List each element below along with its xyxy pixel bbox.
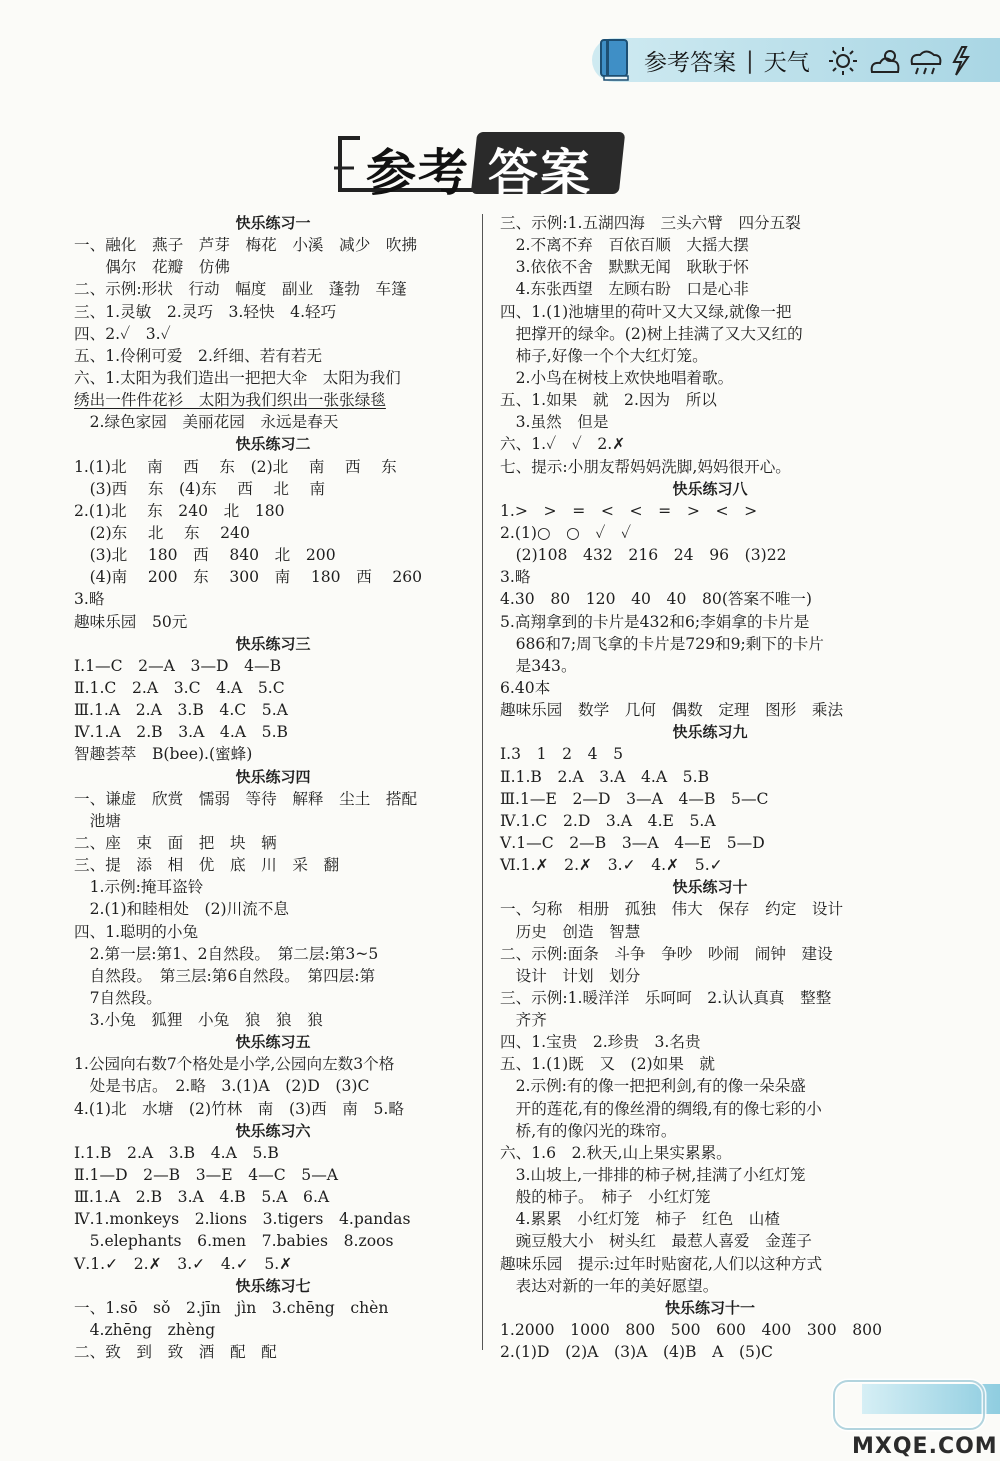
- answer-line: 三、示例:1.五湖四海 三头六臂 四分五裂: [500, 214, 801, 232]
- answer-line: 3.略: [74, 590, 105, 609]
- section-heading: 快乐练习十: [672, 878, 748, 897]
- watermark-logo: [830, 1375, 990, 1435]
- answer-line: 三、示例:1.暖洋洋 乐呵呵 2.认认真真 整整: [500, 988, 832, 1007]
- answer-line: Ⅱ.1.C 2.A 3.C 4.A 5.C: [74, 678, 285, 697]
- title-part2: 答案: [488, 144, 592, 202]
- title-part1: 参考: [366, 144, 470, 202]
- answer-line: Ⅳ.1.monkeys 2.lions 3.tigers 4.pandas: [74, 1210, 411, 1229]
- answer-line: 齐齐: [500, 1011, 547, 1030]
- answer-line: 三、1.灵敏 2.灵巧 3.轻快 4.轻巧: [74, 302, 337, 321]
- answer-line: (4)南 200 东 300 南 180 西 260: [74, 568, 423, 587]
- answer-line: (2)108 432 216 24 96 (3)22: [500, 546, 787, 565]
- answer-line: (2)东 北 东 240: [74, 523, 250, 542]
- answer-line: 一、谦虚 欣赏 懦弱 等待 解释 尘土 搭配: [74, 789, 418, 808]
- answer-line: 自然段。 第三层:第6自然段。 第四层:第: [74, 966, 376, 985]
- answer-line: 4.30 80 120 40 40 80(答案不唯一): [500, 590, 812, 609]
- answer-line: 2.小鸟在树枝上欢快地唱着歌。: [500, 368, 734, 387]
- answer-line: Ⅳ.1.A 2.B 3.A 4.A 5.B: [74, 723, 289, 742]
- section-heading: 快乐练习五: [235, 1033, 311, 1052]
- answer-line: 偶尔 花瓣 仿佛: [74, 258, 230, 277]
- lightning-icon: [954, 47, 968, 75]
- answer-line: Ⅲ.1—E 2—D 3—A 4—B 5—C: [500, 789, 769, 808]
- answer-line: 四、1.宝贵 2.珍贵 3.名贵: [500, 1033, 701, 1052]
- answer-line: 绣出一件件花衫 太阳为我们织出一张张绿毯: [74, 391, 386, 410]
- answer-line: Ⅲ.1.A 2.A 3.B 4.C 5.A: [74, 701, 288, 720]
- section-heading: 快乐练习二: [235, 435, 311, 454]
- answer-line: 1.(1)北 南 西 东 (2)北 南 西 东: [74, 457, 397, 476]
- answer-line: 686和7;周飞拿的卡片是729和9;剩下的卡片: [500, 634, 824, 653]
- answer-line: 3.虽然 但是: [500, 413, 609, 432]
- answer-line: 池塘: [74, 811, 121, 830]
- answer-line: 4.累累 小红灯笼 柿子 红色 山楂: [500, 1210, 780, 1229]
- answer-line: Ⅴ.1.✓ 2.✗ 3.✓ 4.✓ 5.✗: [74, 1254, 293, 1273]
- answer-line: 趣味乐园 提示:过年时贴窗花,人们以这种方式: [500, 1254, 823, 1273]
- section-heading: 快乐练习三: [235, 634, 311, 653]
- answer-line: 2.绿色家园 美丽花园 永远是春天: [74, 413, 339, 432]
- answer-line: 5.高翔拿到的卡片是432和6;李娟拿的卡片是: [500, 612, 810, 631]
- answer-line: 1.示例:掩耳盗铃: [74, 878, 204, 897]
- answer-line: 趣味乐园 数学 几何 偶数 定理 图形 乘法: [500, 701, 844, 720]
- answer-line: 2.(1)和睦相处 (2)川流不息: [74, 900, 289, 919]
- section-heading: 快乐练习四: [235, 767, 311, 786]
- answer-line: 五、1.如果 就 2.因为 所以: [500, 391, 717, 410]
- answer-line: 趣味乐园 50元: [74, 612, 188, 631]
- answer-line: 设计 计划 划分: [500, 966, 641, 985]
- answer-line: 柿子,好像一个个大红灯笼。: [500, 346, 708, 365]
- answer-line: 二、致 到 致 酒 配 配: [74, 1343, 277, 1362]
- header-separator: |: [746, 47, 754, 74]
- answer-line: Ⅰ.1—C 2—A 3—D 4—B: [74, 656, 282, 675]
- answer-line: 2.(1)D (2)A (3)A (4)B A (5)C: [500, 1343, 773, 1362]
- answer-line: 七、提示:小朋友帮妈妈洗脚,妈妈很开心。: [500, 457, 791, 476]
- answer-line: 二、示例:形状 行动 幅度 副业 蓬勃 车篷: [74, 280, 407, 299]
- answer-line: 历史 创造 智慧: [500, 922, 641, 941]
- book-icon: [598, 36, 632, 82]
- answer-line: 4.(1)北 水塘 (2)竹林 南 (3)西 南 5.略: [74, 1099, 404, 1118]
- answer-line: 豌豆般大小 树头红 最惹人喜爱 金莲子: [500, 1232, 812, 1251]
- section-heading: 快乐练习九: [672, 723, 748, 742]
- watermark-url: MXQE.COM: [852, 1434, 998, 1459]
- answer-line: 智趣荟萃 B(bee).(蜜蜂): [74, 745, 253, 764]
- answer-line: 1.> > = < < = > < >: [500, 501, 758, 520]
- section-heading: 快乐练习八: [672, 479, 748, 498]
- answer-line: 四、1.(1)池塘里的荷叶又大又绿,就像一把: [500, 302, 792, 321]
- answer-line: 3.依依不舍 默默无闻 耿耿于怀: [500, 258, 749, 277]
- answer-line: 四、2.✓ 3.✓: [74, 324, 171, 343]
- answer-line: 开的莲花,有的像丝滑的绸缎,有的像七彩的小: [500, 1099, 822, 1118]
- answer-line: 5.elephants 6.men 7.babies 8.zoos: [74, 1232, 394, 1251]
- answer-line: 1.2000 1000 800 500 600 400 300 800: [500, 1321, 882, 1340]
- answer-line: 五、1.伶俐可爱 2.纤细、若有若无: [74, 346, 323, 365]
- answer-line: 一、1.sō sǒ 2.jīn jìn 3.chēng chèn: [74, 1298, 389, 1317]
- answer-line: 六、1.✓ ✓ 2.✗: [500, 435, 626, 454]
- answer-line: Ⅰ.3 1 2 4 5: [500, 745, 624, 764]
- answer-line: 2.示例:有的像一把把利剑,有的像一朵朵盛: [500, 1077, 806, 1096]
- answer-line: 六、1.6 2.秋天,山上果实累累。: [500, 1143, 732, 1162]
- answer-line: 4.东张西望 左顾右盼 口是心非: [500, 280, 749, 299]
- answer-line: 二、座 束 面 把 块 辆: [74, 833, 277, 852]
- rain-cloud-icon: [912, 52, 941, 75]
- sun-icon: [829, 47, 857, 75]
- section-heading: 快乐练习七: [235, 1276, 311, 1295]
- answer-line: 五、1.(1)既 又 (2)如果 就: [500, 1055, 715, 1074]
- answer-line: 2.不离不弃 百依百顺 大摇大摆: [500, 236, 749, 255]
- answer-line: 是343。: [500, 656, 577, 675]
- answer-line: 7自然段。: [74, 988, 162, 1007]
- answer-line: 桥,有的像闪光的珠帘。: [500, 1121, 677, 1140]
- answer-line: 把撑开的绿伞。(2)树上挂满了又大又红的: [500, 324, 803, 343]
- answer-line: Ⅱ.1—D 2—B 3—E 4—C 5—A: [74, 1166, 339, 1185]
- answer-line: (3)西 东 (4)东 西 北 南: [74, 479, 326, 498]
- answer-line: 二、示例:面条 斗争 争吵 吵闹 闹钟 建设: [500, 944, 833, 963]
- answer-line: 一、匀称 相册 孤独 伟大 保存 约定 设计: [500, 900, 844, 919]
- answer-line: 三、提 添 相 优 底 川 采 翻: [74, 856, 340, 875]
- answer-line: 3.小兔 狐狸 小兔 狼 狼 狼: [74, 1011, 323, 1030]
- answer-line: 2.第一层:第1、2自然段。 第二层:第3~5: [74, 944, 379, 963]
- answer-line: Ⅱ.1.B 2.A 3.A 4.A 5.B: [500, 767, 710, 786]
- answer-line: 四、1.聪明的小兔: [74, 922, 199, 941]
- answer-line: 3.略: [500, 568, 531, 587]
- column-divider: [482, 214, 483, 1350]
- answer-line: 处是书店。 2.略 3.(1)A (2)D (3)C: [74, 1077, 370, 1096]
- answer-line: 2.(1)北 东 240 北 180: [74, 501, 285, 520]
- answer-line: 一、融化 燕子 芦芽 梅花 小溪 减少 吹拂: [74, 236, 418, 255]
- header-section-label: 参考答案: [644, 50, 736, 76]
- answer-line: 6.40本: [500, 678, 551, 697]
- right-column: [500, 212, 920, 1363]
- answer-line: (3)北 180 西 840 北 200: [74, 546, 336, 565]
- page-title: [330, 128, 630, 204]
- answer-line: Ⅳ.1.C 2.D 3.A 4.E 5.A: [500, 811, 716, 830]
- answer-line: 1.公园向右数7个格处是小学,公园向左数3个格: [74, 1055, 395, 1074]
- answer-line: Ⅴ.1—C 2—B 3—A 4—E 5—D: [500, 833, 765, 852]
- header-subject-label: 天气: [763, 50, 810, 76]
- left-column: [74, 212, 472, 1363]
- section-heading: 快乐练习十一: [664, 1298, 755, 1317]
- answer-line: 表达对新的一年的美好愿望。: [500, 1276, 719, 1295]
- weather-icons: [826, 44, 976, 78]
- answer-line: Ⅲ.1.A 2.B 3.A 4.B 5.A 6.A: [74, 1188, 330, 1207]
- section-heading: 快乐练习六: [235, 1121, 311, 1140]
- answer-line: Ⅰ.1.B 2.A 3.B 4.A 5.B: [74, 1143, 279, 1162]
- answer-line: 六、1.太阳为我们造出一把把大伞 太阳为我们: [74, 368, 401, 387]
- cloud-sun-icon: [872, 51, 899, 72]
- answer-line: 2.(1)○ ○ ✓ ✓: [500, 523, 632, 542]
- answer-line: 3.山坡上,一排排的柿子树,挂满了小红灯笼: [500, 1166, 806, 1185]
- section-heading: 快乐练习一: [235, 214, 311, 232]
- answer-line: Ⅵ.1.✗ 2.✗ 3.✓ 4.✗ 5.✓: [500, 856, 723, 875]
- answer-line: 4.zhēng zhèng: [74, 1321, 216, 1340]
- answer-line: 般的柿子。 柿子 小红灯笼: [500, 1188, 711, 1207]
